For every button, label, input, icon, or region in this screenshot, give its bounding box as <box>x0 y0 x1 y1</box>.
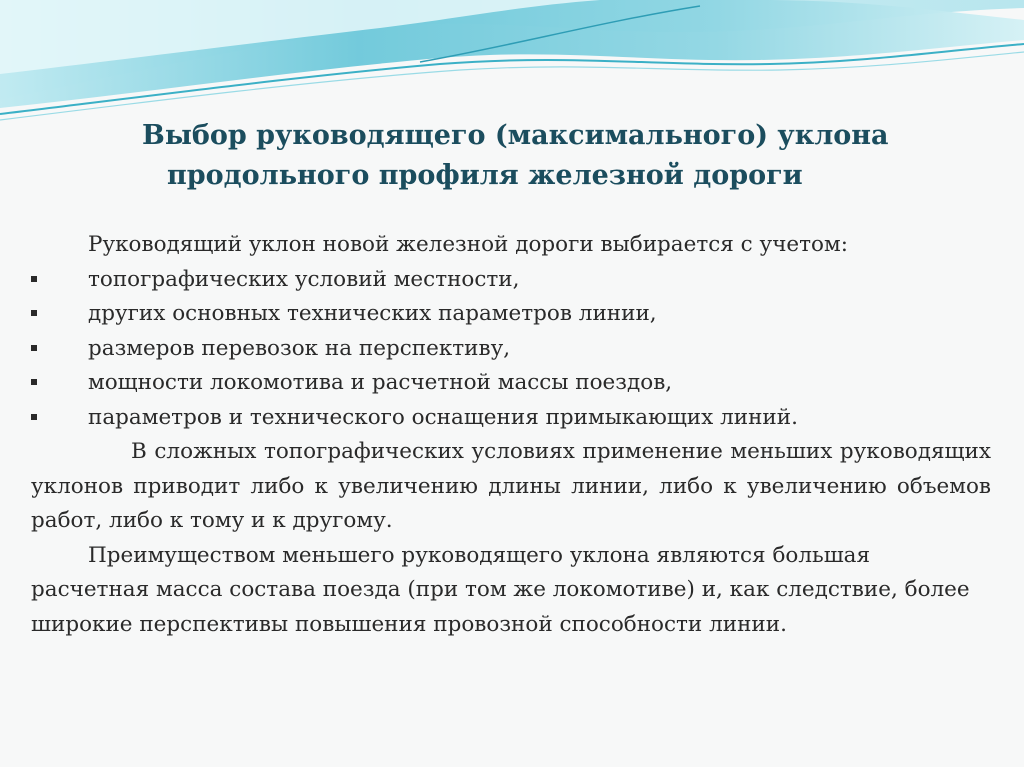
slide-title <box>0 116 1024 196</box>
title-line-1: Выбор руководящего (максимального) уклона <box>142 120 889 151</box>
bullet-text: других основных технических параметров линии, <box>88 301 657 326</box>
bullet-text: параметров и технического оснащения примыкающих линий. <box>88 404 798 430</box>
bullet-item <box>31 332 991 367</box>
bullet-text: размеров перевозок на перспективу, <box>88 335 511 361</box>
intro-text: Руководящий уклон новой железной дороги выбирается с учетом: <box>88 232 848 257</box>
square-bullet-icon <box>31 310 37 316</box>
square-bullet-icon <box>31 276 37 282</box>
slide-body <box>31 228 991 642</box>
paragraph-advantage: Преимуществом меньшего руководящего уклона являются большая расчетная масса состава поезда (при том же локомотиве) и, как следствие, более широкие перспективы повышения провозной способности линии. <box>31 542 970 637</box>
title-line-2: продольного профиля железной дороги <box>167 160 803 191</box>
bullet-item <box>31 263 991 298</box>
bullet-item <box>31 297 991 332</box>
bullet-item <box>31 401 991 436</box>
square-bullet-icon <box>31 345 37 351</box>
bullet-item <box>31 366 991 401</box>
paragraph-complex-terrain: В сложных топографических условиях применение меньших руководящих уклонов приводит либо к увеличению длины линии, либо к увеличению объемов работ, либо к тому и к другому. <box>31 439 991 533</box>
bullet-text: мощности локомотива и расчетной массы поездов, <box>88 370 673 395</box>
square-bullet-icon <box>31 379 37 385</box>
bullet-list <box>31 263 991 436</box>
bullet-text: топографических условий местности, <box>88 266 520 292</box>
square-bullet-icon <box>31 414 37 420</box>
